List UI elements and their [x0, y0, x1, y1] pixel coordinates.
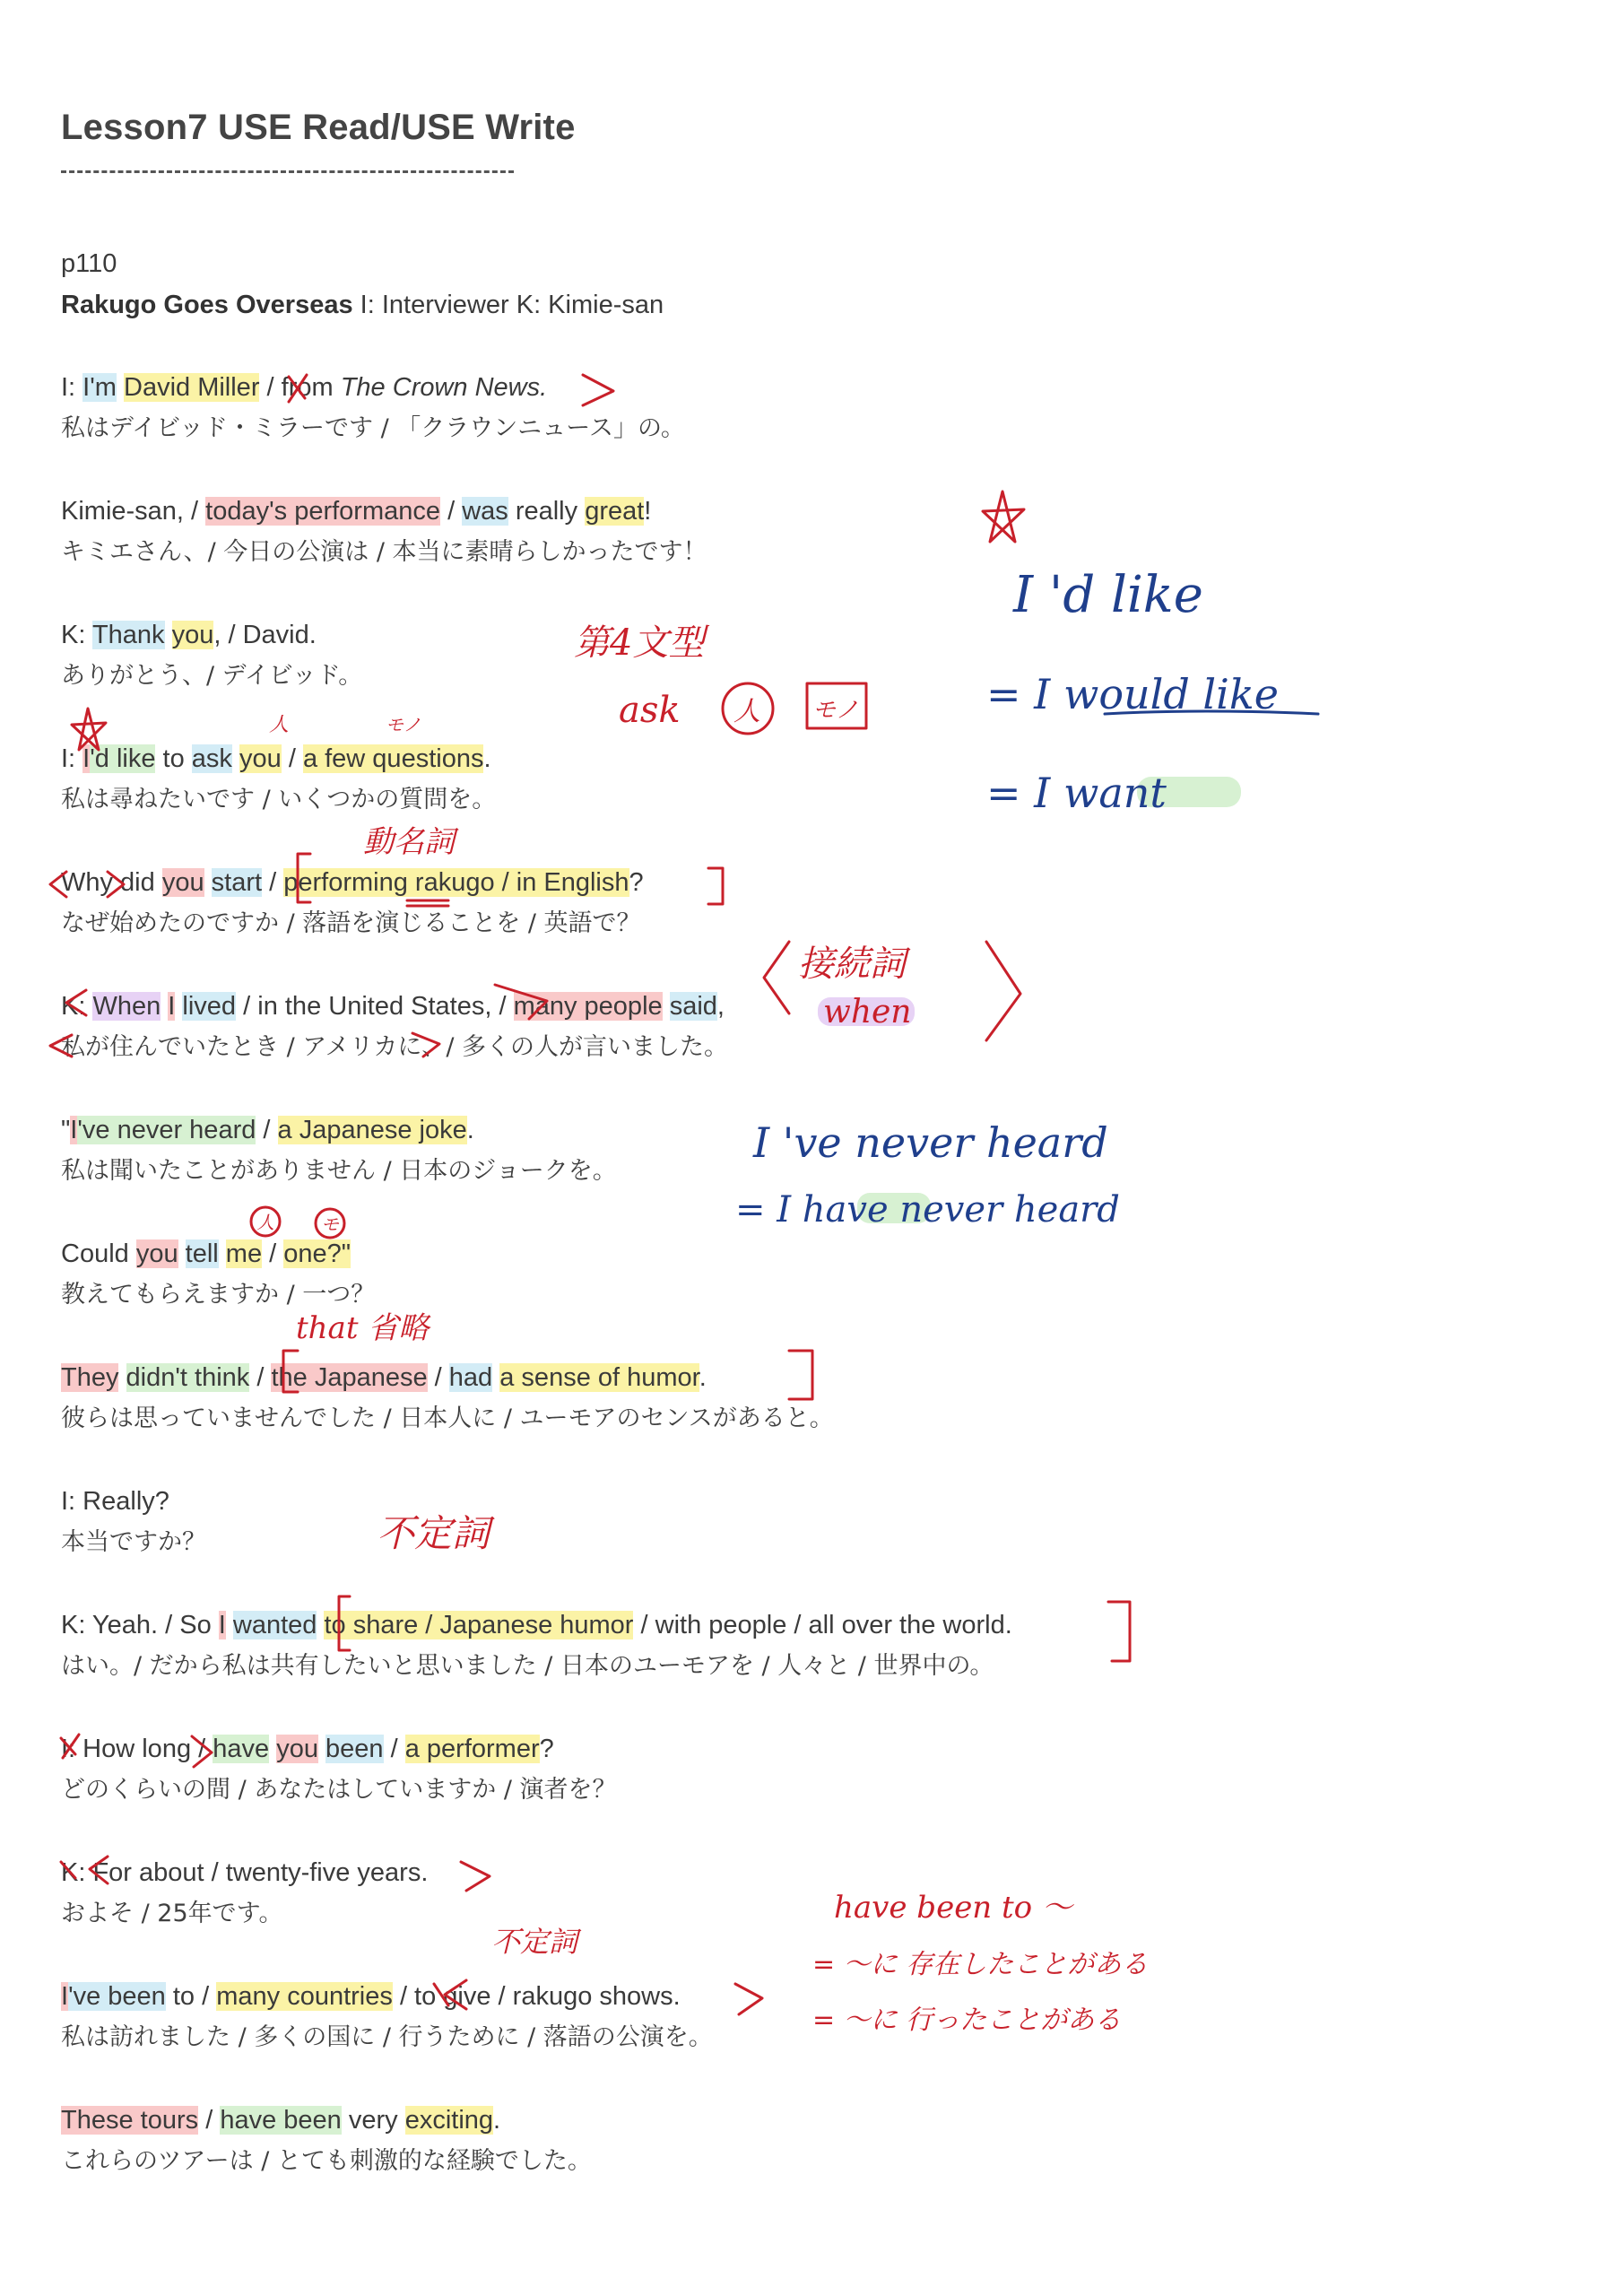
seg: / — [262, 868, 284, 897]
seg: ? — [539, 1735, 554, 1763]
seg: ask — [191, 744, 232, 773]
note-id-like: I 'd like — [1013, 566, 1203, 624]
seg: didn't think — [126, 1363, 250, 1392]
line-5-japanese: なぜ始めたのですか / 落語を演じることを / 英語で？ — [61, 909, 641, 937]
seg: said — [669, 992, 717, 1021]
seg: / to give / rakugo shows. — [392, 1982, 681, 2011]
seg: have been — [220, 2106, 342, 2135]
seg: have — [213, 1735, 270, 1763]
seg: a Japanese joke — [277, 1116, 467, 1144]
note-meaning-2: = ～に 行ったことがある — [812, 2005, 1122, 2036]
seg: a performer — [404, 1735, 540, 1763]
note-person-circle: 人 — [256, 1212, 274, 1233]
line-14-japanese: 私は訪れました / 多くの国に / 行うために / 落語の公演を。 — [61, 2023, 713, 2051]
angle-arrow-icon — [61, 1857, 490, 1891]
seg: I — [82, 744, 91, 773]
note-thing: モノ — [812, 697, 859, 724]
bracket-left — [298, 854, 310, 902]
seg: / in the United States, / — [236, 992, 514, 1021]
seg: a sense of humor — [499, 1363, 699, 1392]
seg: 'd like — [90, 744, 156, 773]
line-11-japanese: はい。/ だから私は共有したいと思いました / 日本のユーモアを / 人々と / 世界中の。 — [61, 1652, 994, 1680]
page-number: p110 — [61, 249, 117, 278]
seg: I: — [61, 373, 83, 402]
line-10-japanese: 本当ですか？ — [61, 1528, 206, 1556]
bracket-left — [339, 1596, 350, 1650]
bracket-right — [708, 868, 723, 904]
seg: you — [161, 868, 204, 897]
angle-arrow-icon — [50, 872, 124, 897]
line-12-japanese: どのくらいの間 / あなたはしていますか / 演者を？ — [61, 1776, 617, 1804]
line-6-japanese: 私が住んでいたとき / アメリカに、/ 多くの人が言いました。 — [61, 1033, 729, 1061]
seg: / — [281, 744, 303, 773]
seg: , / David. — [213, 621, 317, 649]
seg: tell — [185, 1239, 219, 1268]
note-would-like: = I would like — [986, 670, 1279, 718]
note-4th-pattern: 第4文型 — [574, 622, 705, 664]
seg: Could — [61, 1239, 136, 1268]
seg: I: — [61, 744, 83, 773]
angle-right — [986, 942, 1020, 1040]
note-gerund: 動名詞 — [363, 824, 455, 860]
note-want: = I want — [986, 769, 1167, 817]
line-9-japanese: 彼らは思っていませんでした / 日本人に / ユーモアのセンスがあると。 — [61, 1405, 834, 1432]
seg: 've never heard — [77, 1116, 256, 1144]
seg: / with people / all over the world. — [633, 1611, 1012, 1639]
seg: one?" — [283, 1239, 352, 1268]
line-1-japanese: 私はデイビッド・ミラーです / 「クラウンニュース」の。 — [61, 414, 685, 442]
line-2-japanese: キミエさん、/ 今日の公演は / 本当に素晴らしかったです！ — [61, 538, 707, 566]
seg: . — [466, 1116, 474, 1144]
seg: great — [585, 497, 645, 526]
note-infinitive: 不定詞 — [377, 1511, 490, 1555]
seg: had — [448, 1363, 493, 1392]
seg: performing rakugo / in English — [283, 868, 629, 897]
seg: , — [716, 992, 725, 1021]
seg: K: — [61, 621, 92, 649]
line-4-japanese: 私は尋ねたいです / いくつかの質問を。 — [61, 786, 497, 813]
seg: you — [135, 1239, 178, 1268]
seg: ! — [644, 497, 652, 526]
line-3-japanese: ありがとう、/ デイビッド。 — [61, 662, 363, 690]
angle-arrow-icon — [434, 1980, 762, 2014]
seg: " — [61, 1116, 71, 1144]
angle-arrow-icon — [61, 1735, 212, 1767]
seg: I — [168, 992, 176, 1021]
seg: K: Yeah. / So — [61, 1611, 219, 1639]
seg: . — [699, 1363, 707, 1392]
seg: to share / Japanese humor — [324, 1611, 634, 1639]
seg: / — [383, 1735, 405, 1763]
page-title: Lesson7 USE Read/USE Write — [61, 108, 576, 147]
seg: / — [198, 2106, 221, 2135]
seg: . — [483, 744, 491, 773]
star-icon — [72, 709, 106, 750]
seg: / — [440, 497, 463, 526]
seg: David Miller — [124, 373, 260, 402]
seg: wanted — [232, 1611, 317, 1639]
bracket-right — [789, 1351, 812, 1399]
seg: today's performance — [205, 497, 441, 526]
bracket-right — [1108, 1602, 1130, 1661]
seg: you — [171, 621, 214, 649]
slash-mark — [289, 375, 307, 402]
seg: Kimie-san, / — [61, 497, 206, 526]
seg: lived — [182, 992, 237, 1021]
note-person-small: 人 — [269, 714, 290, 736]
note-ask: ask — [619, 690, 681, 731]
seg: you — [276, 1735, 318, 1763]
seg: to / — [165, 1982, 217, 2011]
seg: many countries — [216, 1982, 393, 2011]
angle-arrow-icon — [583, 375, 613, 405]
seg: you — [239, 744, 282, 773]
line-8-japanese: 教えてもらえますか / 一つ？ — [61, 1281, 376, 1309]
seg: / — [427, 1363, 449, 1392]
seg: to — [155, 744, 192, 773]
line-15-japanese: これらのツアーは / とても刺激的な経験でした。 — [61, 2147, 592, 2175]
bracket-left — [283, 1351, 298, 1392]
seg: been — [325, 1735, 384, 1763]
seg: / from — [259, 373, 341, 402]
seg: The Crown News. — [340, 373, 548, 402]
star-icon — [983, 491, 1024, 542]
seg: 've been — [68, 1982, 166, 2011]
seg: / — [256, 1116, 278, 1144]
line-10-english: I: Really? — [61, 1487, 169, 1516]
note-thing-small: モノ — [386, 714, 421, 735]
note-have-never-heard: = I have never heard — [735, 1189, 1120, 1231]
seg: really — [508, 497, 586, 526]
note-when: when — [823, 994, 912, 1031]
note-ive-never-heard: I 've never heard — [753, 1118, 1108, 1167]
seg: / — [249, 1363, 272, 1392]
seg: . — [493, 2106, 501, 2135]
seg: the Japanese — [271, 1363, 428, 1392]
seg: I — [70, 1116, 78, 1144]
note-that-omitted: that 省略 — [296, 1310, 430, 1346]
seg: / — [262, 1239, 284, 1268]
note-thing-circle: モ — [321, 1213, 339, 1235]
seg: When — [92, 992, 161, 1021]
seg: start — [211, 868, 263, 897]
seg: very — [341, 2106, 405, 2135]
seg: a few questions — [302, 744, 484, 773]
subtitle-bold: Rakugo Goes Overseas — [61, 291, 353, 319]
note-meaning-1: = ～に 存在したことがある — [812, 1949, 1149, 1980]
line-13-english: K: For about / twenty-five years. — [61, 1858, 429, 1887]
seg: me — [225, 1239, 263, 1268]
angle-arrow-icon — [50, 985, 547, 1057]
angle-left — [764, 942, 789, 1013]
line-13-japanese: およそ / 25年です。 — [61, 1900, 283, 1927]
note-have-been-to: have been to ～ — [834, 1890, 1072, 1926]
note-person: 人 — [733, 696, 760, 727]
seg: Why did — [61, 868, 162, 897]
seg: I — [218, 1611, 226, 1639]
note-conjunction: 接続詞 — [798, 944, 906, 985]
seg: exciting — [404, 2106, 494, 2135]
seg: many people — [513, 992, 663, 1021]
seg: Thank — [91, 621, 165, 649]
seg: I: How long / — [61, 1735, 213, 1763]
note-infinitive-2: 不定詞 — [491, 1925, 578, 1959]
subtitle-rest: I: Interviewer K: Kimie-san — [352, 291, 664, 319]
seg: I'm — [82, 373, 117, 402]
seg: ? — [629, 868, 644, 897]
line-7-japanese: 私は聞いたことがありません / 日本のジョークを。 — [61, 1157, 617, 1185]
seg: They — [61, 1363, 119, 1392]
seg: K: — [61, 992, 93, 1021]
seg: I — [61, 1982, 69, 2011]
seg: These tours — [61, 2106, 199, 2135]
seg: was — [462, 497, 508, 526]
underline-mark — [407, 900, 448, 906]
